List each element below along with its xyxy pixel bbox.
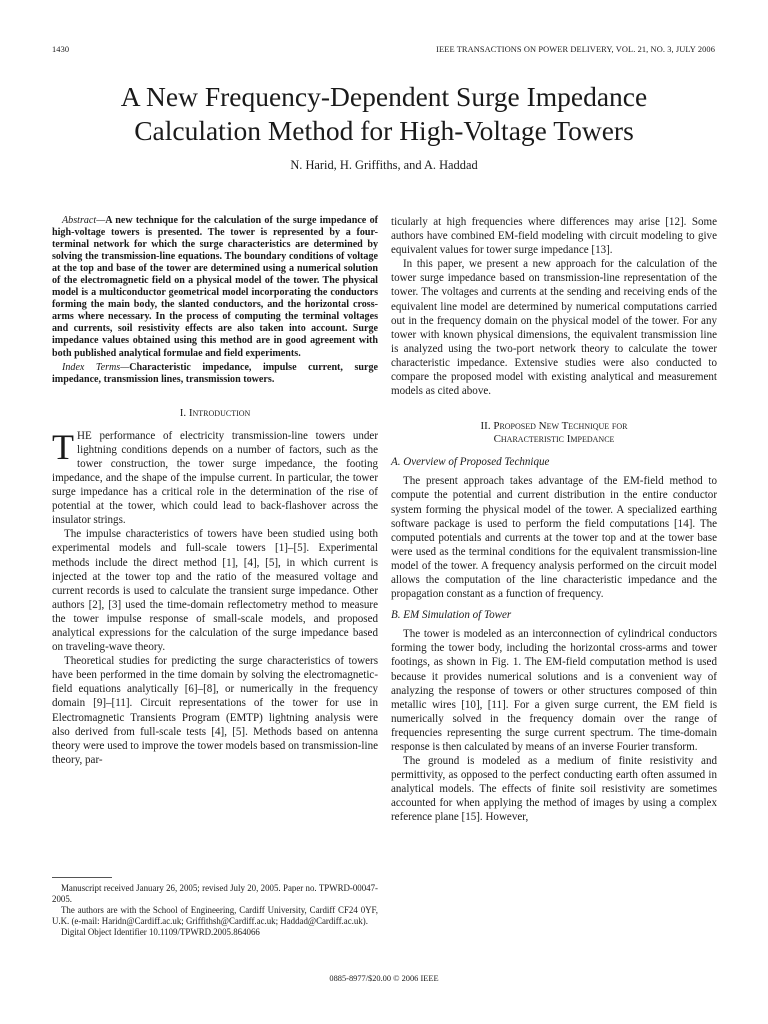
subsection-b-paragraph-1: The tower is modeled as an interconnection of cylindrical conductors forming the tower body, including the horizontal cross-arms and tower footings, as shown in Fig. 1. The EM-field computation method is used because it provides numerical solutions and is a convenient way of analyzing the response of towers or other structures composed of thin metallic wires [10], [11]. For a given surge current, the EM field is numerically solved in the frequency domain over the range of frequencies representing the surge current spectrum. The time-domain response is then calculated by means of an inverse Fourier transform. xyxy=(391,628,717,753)
page-number: 1430 xyxy=(52,45,70,54)
subsection-b-paragraph-2: The ground is modeled as a medium of finite resistivity and permittivity, as opposed to the perfect conducting earth often assumed in analytical models. The effects of finite soil resistivity are sometimes accounted for when applying the method of images by using a complex reference plane [15]. However, xyxy=(391,755,717,824)
index-terms xyxy=(52,362,378,386)
footnote-doi: Digital Object Identifier 10.1109/TPWRD.2005.864066 xyxy=(61,927,260,937)
abstract-label: Abstract— xyxy=(62,215,106,226)
section-title: Introduction xyxy=(188,406,251,419)
title-line-2: Calculation Method for High-Voltage Towers xyxy=(134,115,634,146)
index-terms-text: Characteristic impedance, impulse current, surge impedance, transmission lines, transmission towers. xyxy=(52,361,378,385)
section-title-2-line-2: Characteristic Impedance xyxy=(493,433,615,446)
left-column xyxy=(52,215,378,767)
intro-paragraph-2: The impulse characteristics of towers have been studied using both experimental models and full-scale towers [1]–[5]. Experimental methods include the direct method [1], [4], [5], in which current is injected at the tower top and the ratio of the measured voltage and current records is used to calculate the transient surge impedance. Other authors [2], [3] used the time-domain reflectometry method to measure the tower impulse response of small-scale models, and proposed analytical expressions for the calculation of the surge impedance based on traveling-wave theory. xyxy=(52,528,378,654)
footnote-rule xyxy=(52,877,112,878)
abstract xyxy=(52,215,378,360)
index-terms-label: Index Terms— xyxy=(62,361,130,373)
journal-header: IEEE TRANSACTIONS ON POWER DELIVERY, VOL. 21, NO. 3, JULY 2006 xyxy=(436,45,715,54)
paper-title xyxy=(40,80,728,148)
intro-paragraph-1 xyxy=(52,426,378,528)
intro-text-1: HE performance of electricity transmission-line towers under lightning conditions depends on a number of factors, such as the tower construction, the tower surge impedance, the footing impedance, and the shape of the impulse current. In particular, the tower surge impedance has a critical role in the determination of the rise of potential at the tower, which could lead to back-flashover across the insulator strings. xyxy=(52,429,378,527)
copyright-line: 0885-8977/$20.00 © 2006 IEEE xyxy=(329,974,439,983)
title-line-1: A New Frequency-Dependent Surge Impedance xyxy=(120,81,648,112)
authors: N. Harid, H. Griffiths, and A. Haddad xyxy=(290,158,478,172)
right-paragraph-2: In this paper, we present a new approach for the calculation of the tower surge impedance based on transmission-line representation of the tower. The voltages and currents at the sending and receiving ends of the equivalent line model are determined by numerical computations carried out in the frequency domain on the physical model of the tower. For any tower with known physical dimensions, the equivalent transmission line is analyzed using the two-port network theory to calculate the tower characteristic impedance. Extensive studies were also conducted to compare the proposed model with existing analytical and measurement models as cited above. xyxy=(391,258,717,398)
section-heading-proposed xyxy=(391,420,717,446)
footnote xyxy=(52,883,378,938)
section-heading-introduction xyxy=(52,407,378,420)
right-column xyxy=(391,215,717,825)
drop-cap: T xyxy=(52,426,74,467)
intro-paragraph-3: Theoretical studies for predicting the surge characteristics of towers have been performed in the time domain by solving the electromagnetic-field equations analytically [6]–[8], or numerically in the frequency domain [9]–[11]. Circuit representations of the tower for use in Electromagnetic Transients Program (EMTP) lightning analysis were also derived from full-scale tests [4], [5]. Methods based on antenna theory were used to improve the tower models based on transmission-line theory, par- xyxy=(52,655,378,766)
subsection-heading-b: B. EM Simulation of Tower xyxy=(391,609,512,622)
section-number-2: II. xyxy=(480,420,494,433)
footnote-affiliation: The authors are with the School of Engineering, Cardiff University, Cardiff CF24 0YF, U.K. (e-mail: Haridn@Cardiff.ac.uk; Griffithsh@Cardiff.ac.uk; Haddad@Cardiff.ac.uk). xyxy=(52,905,378,926)
footnote-manuscript: Manuscript received January 26, 2005; revised July 20, 2005. Paper no. TPWRD-00047-2005. xyxy=(52,883,378,904)
abstract-text: A new technique for the calculation of the surge impedance of high-voltage towers is presented. The tower is represented by a four-terminal network for which the surge characteristics are determined by solving the transmission-line equations. The boundary conditions of voltage at the top and base of the tower are determined using a numerical solution of the electromagnetic field on a physical model of the tower. The physical model is a multiconductor geometrical model incorporating the conductors forming the main body, the slanted conductors, and the horizontal cross-arms where necessary. In the process of computing the terminal voltages and currents, soil resistivity effects are also taken into account. Surge impedance values obtained using this method are in good agreement with both published analytical formulae and field experiments. xyxy=(52,215,378,359)
section-number: I. xyxy=(179,406,189,419)
subsection-a-paragraph: The present approach takes advantage of the EM-field method to compute the potential and current distribution in the entire conductor system forming the physical model of the tower. A specialized earthing software package is used to perform the field computations [14]. The computed potentials and currents at the tower top and at the tower base were used as the terminal conditions for the equivalent transmission-line model of the tower. A frequency analysis performed on the circuit model allows the computation of the line characteristic impedance and the propagation constant as a function of frequency. xyxy=(391,475,717,601)
section-title-2-line-1: Proposed New Technique for xyxy=(493,420,628,433)
subsection-heading-a: A. Overview of Proposed Technique xyxy=(391,456,550,469)
right-paragraph-1: ticularly at high frequencies where differences may arise [12]. Some authors have combined EM-field modeling with circuit modeling to give equivalent values for tower surge impedance [13]. xyxy=(391,216,717,257)
